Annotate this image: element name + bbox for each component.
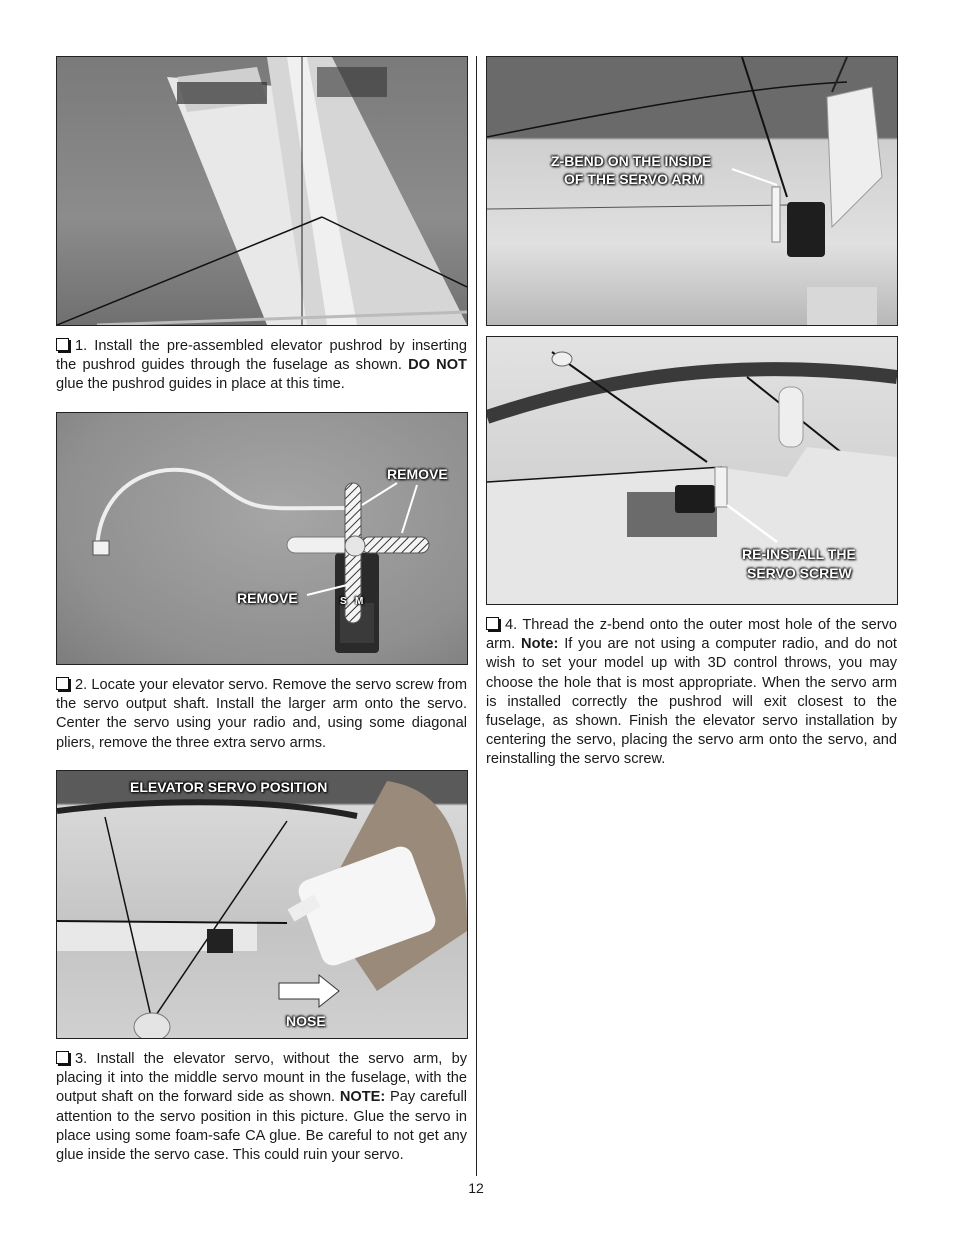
label-remove-top: REMOVE — [387, 466, 448, 482]
photo-pushrod-guides — [56, 56, 468, 326]
tail-illustration — [57, 57, 467, 325]
step-2-text — [56, 676, 467, 753]
step-2-prefix: 2. Locate your elevator servo. Remove the servo screw from the servo output shaft. Install the larger arm onto the servo. Center the servo using your radio and, using some diagonal pliers, remove the three extra servo arms. — [56, 677, 467, 751]
label-remove-left: REMOVE — [237, 590, 298, 606]
servo-arms-illustration — [57, 413, 467, 664]
step-4-bold: Note: — [521, 636, 559, 653]
step-1-prefix: 1. Install the pre-assembled elevator pushrod by inserting the pushrod guides through the fuselage as shown. — [56, 338, 467, 374]
step-4-suffix: If you are not using a computer radio, and do not wish to set your model up with 3D control throws, you may choose the hole that is most appropriate. When the servo arm is installed correctly the pushrod will exit closest to the fuselage, as shown. Finish the elevator servo installation by centering the servo, placing the servo arm onto the servo, and reinstalling the servo screw. — [486, 636, 897, 768]
step-3-bold: NOTE: — [339, 1089, 386, 1106]
checkbox-icon[interactable] — [56, 677, 69, 690]
label-servo-brand: S M — [340, 596, 364, 607]
label-nose: NOSE — [286, 1013, 326, 1029]
label-elevator-servo-position: ELEVATOR SERVO POSITION — [130, 779, 328, 795]
step-3-text — [56, 1050, 467, 1165]
checkbox-icon[interactable] — [486, 617, 499, 630]
step-3-prefix: 3. Install the elevator servo, without the servo arm, by placing it into the middle servo mount in the fuselage, with the output shaft on the forward side as shown. — [56, 1051, 467, 1106]
photo-reinstall-servo-screw — [486, 336, 898, 605]
label-zbend-line2: OF THE SERVO ARM — [564, 171, 704, 187]
photo-servo-arms — [56, 412, 468, 665]
checkbox-icon[interactable] — [56, 338, 69, 351]
label-reinstall-line1: RE-INSTALL THE — [742, 546, 856, 562]
checkbox-icon[interactable] — [56, 1051, 69, 1064]
zbend-illustration — [487, 57, 897, 325]
column-divider — [476, 56, 477, 1176]
step-4-text — [486, 616, 897, 770]
page-number: 12 — [468, 1180, 484, 1196]
step-1-suffix: glue the pushrod guides in place at this time. — [56, 376, 345, 393]
step-1-text — [56, 337, 467, 395]
servo-position-illustration — [57, 771, 467, 1038]
step-3-suffix: Pay carefull attention to the servo position in this picture. Glue the servo in place using some foam-safe CA glue. Be careful to not get any glue inside the servo case. This could ruin your servo. — [56, 1089, 467, 1164]
label-zbend-line1: Z-BEND ON THE INSIDE — [551, 153, 712, 169]
step-4-prefix: 4. Thread the z-bend onto the outer most hole of the servo arm. — [486, 617, 897, 653]
photo-elevator-servo-position — [56, 770, 468, 1039]
photo-zbend — [486, 56, 898, 326]
label-reinstall-line2: SERVO SCREW — [747, 565, 852, 581]
step-1-bold: DO NOT — [408, 357, 467, 374]
